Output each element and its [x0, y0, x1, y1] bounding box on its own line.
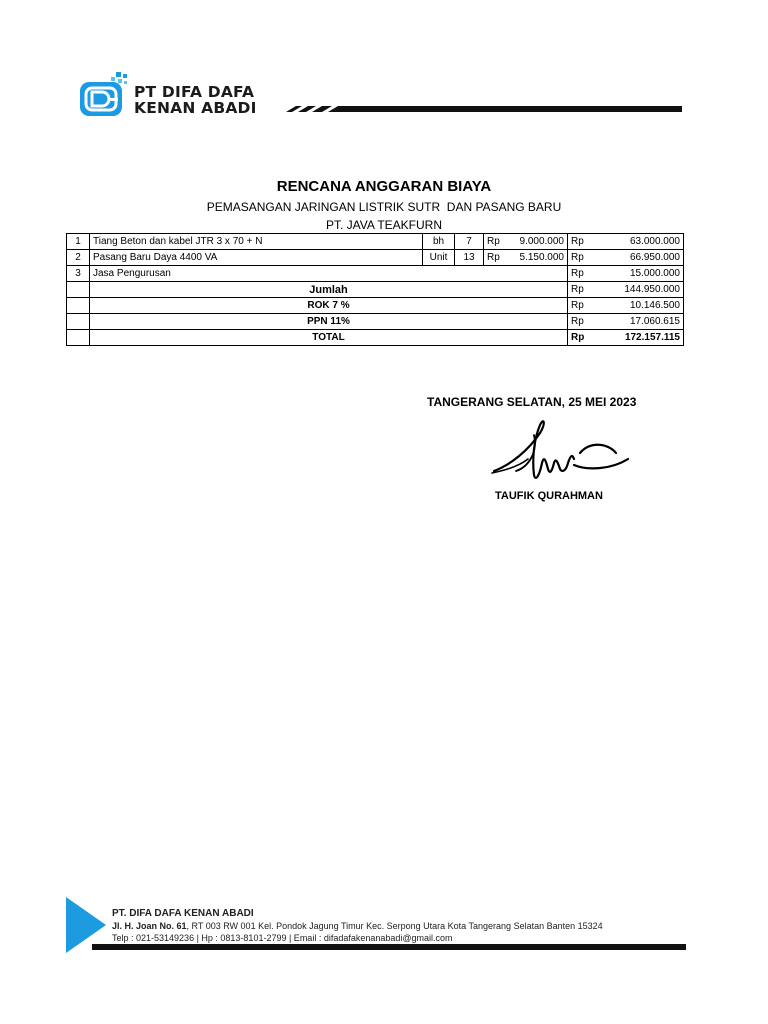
empty-cell	[67, 282, 90, 298]
total-row	[67, 330, 684, 346]
empty-cell	[67, 298, 90, 314]
footer-company-name: PT. DIFA DAFA KENAN ABADI	[112, 908, 254, 919]
item-unit: bh	[423, 234, 455, 250]
table-row	[67, 266, 684, 282]
item-total-currency: Rp	[568, 234, 588, 250]
total-value: 172.157.115	[588, 330, 684, 346]
item-total-currency: Rp	[568, 266, 588, 282]
jumlah-label: Jumlah	[90, 282, 568, 298]
item-description: Tiang Beton dan kabel JTR 3 x 70 + N	[90, 234, 423, 250]
table-row	[67, 234, 684, 250]
item-no: 2	[67, 250, 90, 266]
item-unit-price: 5.150.000	[504, 250, 568, 266]
rok-row	[67, 298, 684, 314]
ppn-row	[67, 314, 684, 330]
signatory-name: TAUFIK QURAHMAN	[495, 490, 603, 502]
rok-value: 10.146.500	[588, 298, 684, 314]
document-subtitle: PEMASANGAN JARINGAN LISTRIK SUTR DAN PASANG BARU	[206, 200, 562, 214]
ppn-value: 17.060.615	[588, 314, 684, 330]
item-no: 3	[67, 266, 90, 282]
rok-label: ROK 7 %	[90, 298, 568, 314]
footer-address-rest: , RT 003 RW 001 Kel. Pondok Jagung Timur Kec. Serpong Utara Kota Tangerang Selatan Banten 15324	[186, 921, 603, 931]
item-unit: Unit	[423, 250, 455, 266]
ppn-currency: Rp	[568, 314, 588, 330]
document-title: RENCANA ANGGARAN BIAYA	[276, 178, 492, 195]
table-row	[67, 250, 684, 266]
item-total: 63.000.000	[588, 234, 684, 250]
footer-address	[112, 921, 603, 931]
jumlah-value: 144.950.000	[588, 282, 684, 298]
header-divider	[282, 104, 682, 114]
item-qty: 7	[455, 234, 484, 250]
item-description: Jasa Pengurusan	[90, 266, 568, 282]
ppn-label: PPN 11%	[90, 314, 568, 330]
item-description: Pasang Baru Daya 4400 VA	[90, 250, 423, 266]
item-total: 66.950.000	[588, 250, 684, 266]
item-total-currency: Rp	[568, 250, 588, 266]
signature-place-date: TANGERANG SELATAN, 25 MEI 2023	[427, 395, 637, 409]
difa-logo-icon	[78, 70, 130, 118]
item-unit-price: 9.000.000	[504, 234, 568, 250]
total-currency: Rp	[568, 330, 588, 346]
item-no: 1	[67, 234, 90, 250]
footer-address-street: Jl. H. Joan No. 61	[112, 921, 187, 931]
header-company-name	[134, 84, 257, 116]
client-name: PT. JAVA TEAKFURN	[325, 218, 443, 232]
item-price-currency: Rp	[484, 234, 504, 250]
empty-cell	[67, 330, 90, 346]
handwritten-signature	[488, 413, 633, 491]
item-price-currency: Rp	[484, 250, 504, 266]
jumlah-row	[67, 282, 684, 298]
jumlah-currency: Rp	[568, 282, 588, 298]
footer-divider	[92, 944, 686, 950]
item-qty: 13	[455, 250, 484, 266]
footer-contact: Telp : 021-53149236 | Hp : 0813-8101-2799 | Email : difadafakenanabadi@gmail.com	[112, 933, 453, 943]
budget-table	[66, 233, 684, 346]
item-total: 15.000.000	[588, 266, 684, 282]
empty-cell	[67, 314, 90, 330]
total-label: TOTAL	[90, 330, 568, 346]
rok-currency: Rp	[568, 298, 588, 314]
header-company-line2: KENAN ABADI	[134, 99, 257, 117]
header-company-line1: PT DIFA DAFA	[134, 83, 255, 101]
